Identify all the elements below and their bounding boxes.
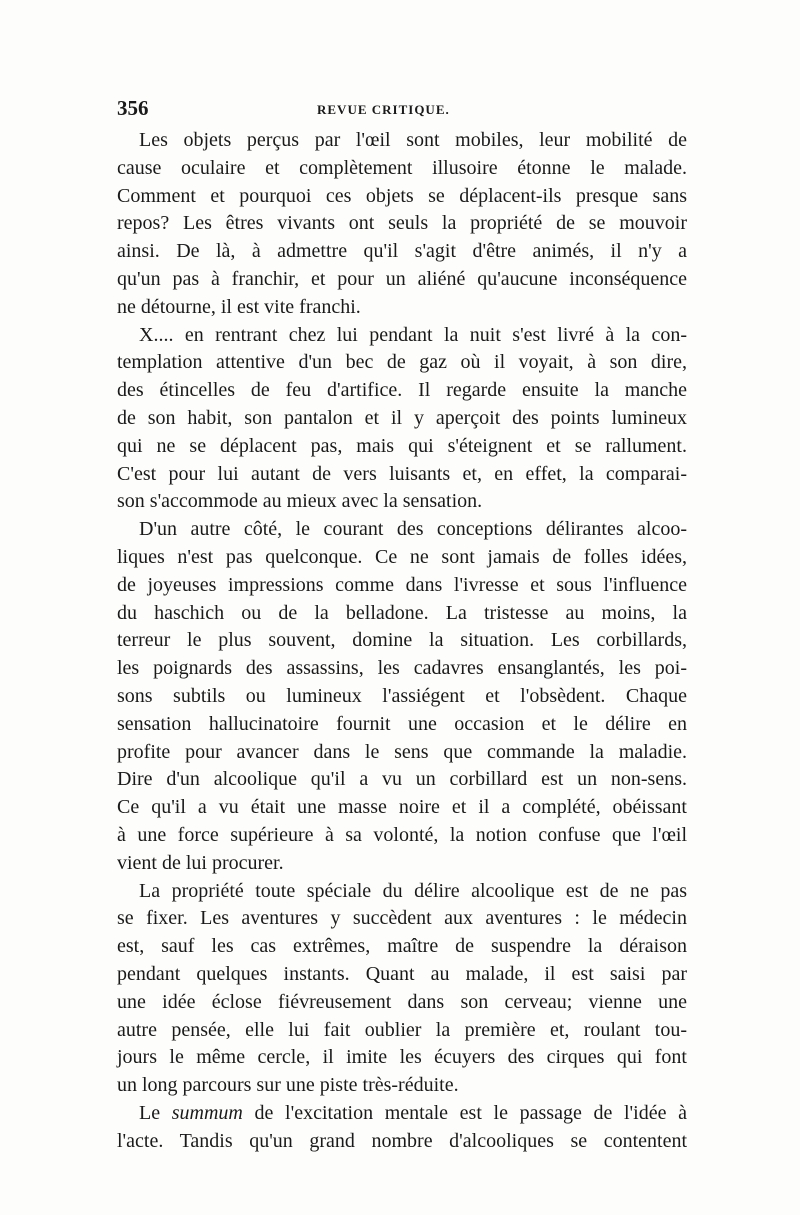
text-line: Comment et pourquoi ces objets se déplacent-ils presque sans [117, 184, 687, 207]
text-line: est, sauf les cas extrêmes, maître de suspendre la déraison [117, 935, 687, 958]
text-line: son s'accommode au mieux avec la sensation. [117, 490, 483, 513]
text-line: l'acte. Tandis qu'un grand nombre d'alcooliques se contentent [117, 1129, 687, 1152]
text-line: qu'un pas à franchir, et pour un aliéné qu'aucune inconséquence [117, 267, 687, 290]
text-line: une idée éclose fiévreusement dans son cerveau; vienne une [117, 990, 687, 1013]
text-line: liques n'est pas quelconque. Ce ne sont jamais de folles idées, [117, 545, 687, 568]
text-line: terreur le plus souvent, domine la situation. Les corbillards, [117, 629, 687, 652]
text-line: autre pensée, elle lui fait oublier la première et, roulant tou- [117, 1018, 687, 1041]
text-line: Les objets perçus par l'œil sont mobiles, leur mobilité de [139, 129, 687, 151]
text-line: ainsi. De là, à admettre qu'il s'agit d'être animés, il n'y a [117, 240, 687, 263]
text-line: C'est pour lui autant de vers luisants et, en effet, la comparai- [117, 462, 687, 485]
page-header [117, 96, 687, 124]
text-line: La propriété toute spéciale du délire alcoolique est de ne pas [139, 879, 687, 902]
text-run: Le [139, 1101, 172, 1124]
paragraph [117, 1100, 687, 1156]
text-line: repos? Les êtres vivants ont seuls la propriété de se mouvoir [117, 212, 687, 235]
text-line: un long parcours sur une piste très-réduite. [117, 1074, 459, 1097]
text-line: sons subtils ou lumineux l'assiégent et l'obsèdent. Chaque [117, 684, 687, 707]
text-line: templation attentive d'un bec de gaz où il voyait, à son dire, [117, 351, 687, 374]
page-number: 356 [117, 96, 149, 120]
text-line: de joyeuses impressions comme dans l'ivresse et sous l'influence [117, 573, 687, 596]
text-line: jours le même cercle, il imite les écuyers des cirques qui font [117, 1046, 687, 1069]
emphasis-text: summum [171, 1101, 243, 1124]
text-line: ne détourne, il est vite franchi. [117, 295, 361, 318]
text-line: Dire d'un alcoolique qu'il a vu un corbillard est un non-sens. [117, 768, 687, 791]
text-line [117, 1100, 687, 1128]
text-line: sensation hallucinatoire fournit une occasion et le délire en [117, 712, 687, 735]
running-title: REVUE CRITIQUE. [317, 102, 450, 117]
text-line: de son habit, son pantalon et il y aperçoit des points lumineux [117, 406, 687, 429]
text-line: vient de lui procurer. [117, 851, 284, 874]
text-line: à une force supérieure à sa volonté, la notion confuse que l'œil [117, 823, 687, 846]
text-line: des étincelles de feu d'artifice. Il regarde ensuite la manche [117, 379, 687, 402]
text-line: Ce qu'il a vu était une masse noire et il a complété, obéissant [117, 796, 687, 819]
paragraph [117, 878, 687, 1100]
text-line: profite pour avancer dans le sens que commande la maladie. [117, 740, 687, 763]
text-line: pendant quelques instants. Quant au malade, il est saisi par [117, 962, 687, 985]
text-line: X.... en rentrant chez lui pendant la nuit s'est livré à la con- [139, 323, 687, 346]
text-line: les poignards des assassins, les cadavres ensanglantés, les poi- [117, 657, 687, 680]
paragraph [117, 127, 687, 322]
text-line: se fixer. Les aventures y succèdent aux aventures : le médecin [117, 907, 687, 930]
text-line: qui ne se déplacent pas, mais qui s'éteignent et se rallument. [117, 434, 687, 457]
body-text [117, 127, 687, 1155]
text-line: cause oculaire et complètement illusoire étonne le malade. [117, 156, 687, 179]
text-run: de l'excitation mentale est le passage de l'idée à [242, 1101, 687, 1124]
paragraph [117, 322, 687, 517]
paragraph [117, 516, 687, 877]
text-line: D'un autre côté, le courant des conceptions délirantes alcoo- [139, 518, 687, 541]
text-line: du haschich ou de la belladone. La tristesse au moins, la [117, 601, 687, 624]
